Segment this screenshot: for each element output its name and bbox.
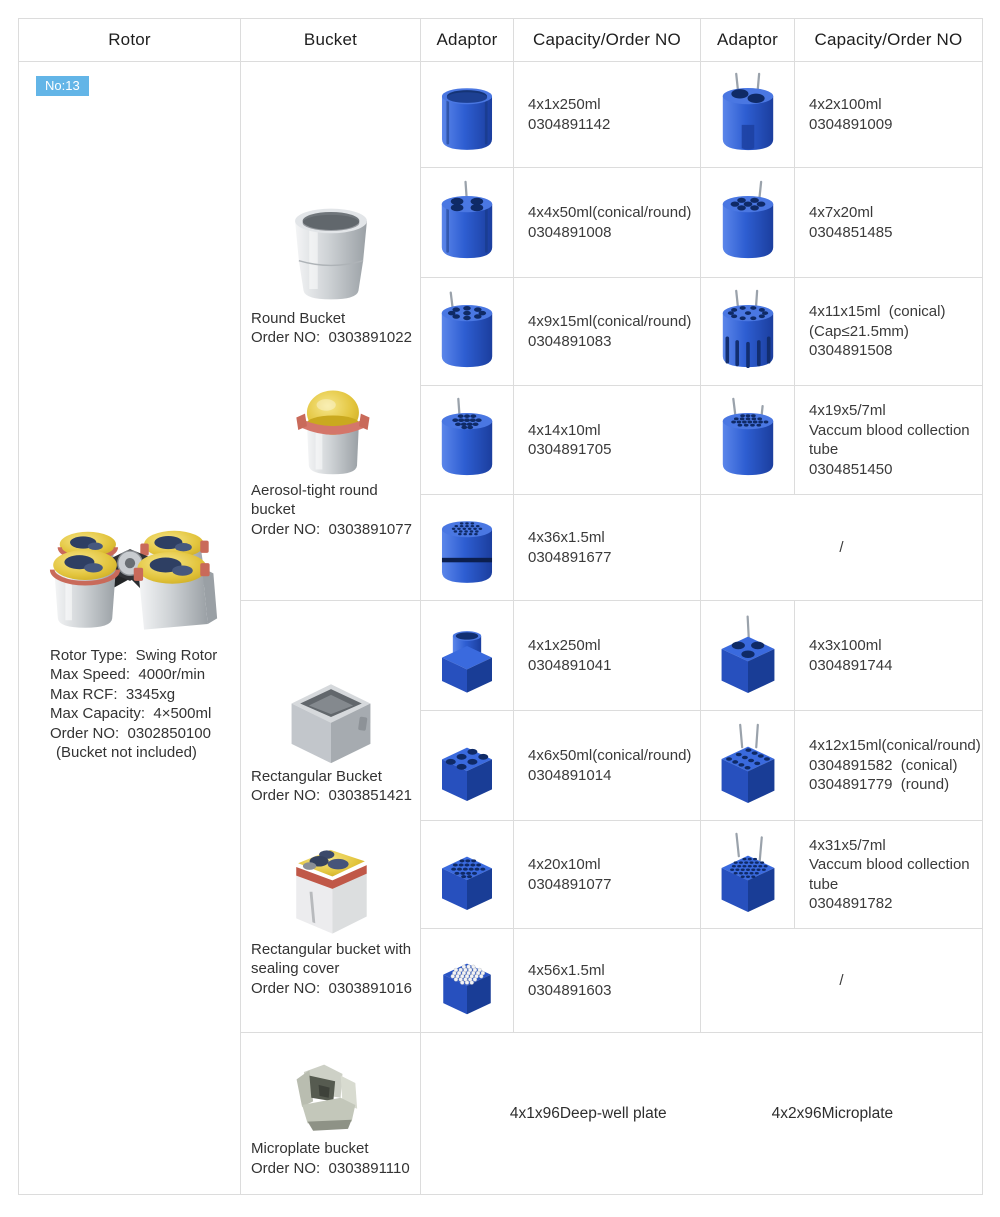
adaptor-4x20x10ml-square-icon	[430, 835, 504, 915]
round-bucket-name: Round Bucket	[251, 309, 346, 327]
adaptor-cell	[421, 821, 514, 929]
adaptor-cell	[421, 62, 514, 168]
capacity-cell	[795, 386, 983, 495]
capacity-text: 4x1x250ml	[528, 637, 601, 654]
order-no-text: 0304891677	[528, 548, 612, 566]
adaptor-4x9x15ml-round-icon	[431, 287, 503, 377]
order-no-conical: 0304891582 (conical)	[809, 756, 958, 774]
capacity-cell	[795, 168, 983, 278]
capacity-text: 4x19x5/7ml	[809, 402, 886, 419]
adaptor-4x31x5-7ml-square-icon	[711, 830, 785, 920]
capacity-cell	[514, 821, 701, 929]
rotor-type: Rotor Type: Swing Rotor	[50, 646, 218, 664]
rectangular-bucket-name: Rectangular Bucket	[251, 767, 382, 785]
adaptor-4x14x10ml-round-icon	[431, 394, 503, 486]
capacity-text: 4x9x15ml(conical/round)	[528, 313, 692, 330]
order-no-text: 0304891744	[809, 656, 893, 674]
round-bucket-photo	[279, 201, 383, 309]
order-no-text: 0304891009	[809, 115, 893, 133]
adaptor-4x4x50ml-round-icon	[431, 177, 503, 269]
sealed-bucket-block	[241, 834, 420, 999]
order-no-text: 0304891014	[528, 766, 612, 784]
aerosol-bucket-block	[241, 377, 420, 540]
adaptor-4x2x100ml-round-icon	[712, 69, 784, 161]
header-row	[19, 19, 983, 62]
adaptor-cell	[701, 821, 795, 929]
microplate-capacity-cell	[421, 1033, 983, 1195]
capacity-cell	[514, 386, 701, 495]
aerosol-bucket-name: Aerosol-tight round bucket	[251, 481, 382, 519]
rotor-cell	[19, 62, 241, 1195]
no-adaptor-cell: /	[701, 929, 983, 1033]
adaptor-4x36x1.5ml-round-icon	[431, 506, 503, 590]
col-header-capacity-2: Capacity/Order NO	[795, 19, 983, 62]
rotor-max-rcf: Max RCF: 3345xg	[50, 685, 176, 703]
capacity-cell	[795, 711, 983, 821]
col-header-bucket: Bucket	[241, 19, 421, 62]
order-no-text: 0304891077	[528, 875, 612, 893]
adaptor-cell	[701, 278, 795, 386]
adaptor-4x12x15ml-square-icon	[711, 721, 785, 811]
capacity-cell	[514, 62, 701, 168]
swing-rotor-photo	[41, 494, 219, 636]
adaptor-cell	[701, 386, 795, 495]
microplate-capacity: 4x2x96Microplate	[771, 1104, 894, 1122]
capacity-cell	[514, 168, 701, 278]
microplate-bucket-photo	[287, 1061, 375, 1139]
order-no-text: 0304891083	[528, 332, 612, 350]
col-header-rotor: Rotor	[19, 19, 241, 62]
adaptor-cell	[701, 62, 795, 168]
rotor-order-no: Order NO: 0302850100	[50, 724, 211, 742]
adaptor-cell	[421, 711, 514, 821]
capacity-text: 4x36x1.5ml	[528, 529, 605, 546]
rotor-max-speed: Max Speed: 4000r/min	[50, 666, 206, 683]
capacity-text: 4x20x10ml	[528, 856, 601, 873]
capacity-text: 4x11x15ml (conical)	[809, 303, 946, 321]
col-header-adaptor-2: Adaptor	[701, 19, 795, 62]
capacity-cell	[795, 62, 983, 168]
capacity-cell	[795, 278, 983, 386]
order-no-text: 0304851450	[809, 460, 893, 478]
microplate-bucket-block	[241, 1061, 420, 1178]
capacity-note: Vaccum blood collection tube	[809, 856, 974, 893]
rotor-number-badge: No:13	[36, 76, 89, 96]
adaptor-4x7x20ml-round-icon	[712, 177, 784, 269]
capacity-text: 4x4x50ml(conical/round)	[528, 204, 692, 221]
rotor-max-capacity: Max Capacity: 4×500ml	[50, 705, 212, 722]
order-no-text: 0304891508	[809, 342, 893, 360]
order-no-text: 0304891041	[528, 656, 612, 674]
sealed-rectangular-bucket-photo	[281, 834, 381, 940]
round-buckets-cell	[241, 62, 421, 601]
sealed-bucket-name: Rectangular bucket with sealing cover	[251, 940, 416, 978]
order-no-text: 0304891603	[528, 981, 612, 999]
capacity-note: Vaccum blood collection tube	[809, 421, 974, 458]
capacity-text: 4x31x5/7ml	[809, 836, 886, 854]
adaptor-4x1x250ml-round-icon	[431, 73, 503, 157]
order-no-text: 0304891142	[528, 115, 611, 133]
capacity-text: 4x56x1.5ml	[528, 962, 605, 979]
rectangular-bucket-photo	[278, 667, 384, 767]
round-bucket-order: Order NO: 0303891022	[251, 329, 412, 347]
round-bucket-block	[241, 201, 420, 348]
capacity-note: (Cap≤21.5mm)	[809, 322, 909, 340]
sealed-bucket-order: Order NO: 0303891016	[251, 979, 412, 997]
microplate-bucket-cell	[241, 1033, 421, 1195]
col-header-adaptor-1: Adaptor	[421, 19, 514, 62]
order-no-text: 0304891782	[809, 895, 893, 912]
adaptor-4x11x15ml-round-icon	[712, 286, 784, 378]
adaptor-4x1x250ml-square-icon	[430, 616, 504, 696]
col-header-capacity-1: Capacity/Order NO	[514, 19, 701, 62]
capacity-text: 4x12x15ml(conical/round)	[809, 737, 981, 755]
capacity-cell	[514, 278, 701, 386]
aerosol-tight-bucket-photo	[282, 377, 380, 481]
adaptor-cell	[421, 386, 514, 495]
order-no-round: 0304891779 (round)	[809, 776, 950, 794]
rotor-spec-table	[18, 18, 983, 1195]
adaptor-cell	[701, 168, 795, 278]
row-1	[19, 62, 983, 168]
capacity-cell	[795, 821, 983, 929]
order-no-text: 0304851485	[809, 223, 893, 241]
adaptor-cell	[421, 168, 514, 278]
microplate-bucket-name: Microplate bucket	[251, 1140, 369, 1157]
rotor-specs	[19, 646, 217, 763]
adaptor-cell	[421, 495, 514, 601]
capacity-cell	[514, 929, 701, 1033]
order-no-text: 0304891705	[528, 441, 612, 458]
capacity-text: 4x14x10ml	[528, 421, 601, 439]
capacity-cell	[514, 711, 701, 821]
capacity-text: 4x6x50ml(conical/round)	[528, 747, 692, 764]
rectangular-bucket-block	[241, 667, 420, 806]
adaptor-cell	[421, 278, 514, 386]
adaptor-cell	[421, 929, 514, 1033]
capacity-cell	[514, 495, 701, 601]
no-adaptor-cell: /	[701, 495, 983, 601]
capacity-text: 4x2x100ml	[809, 96, 882, 113]
adaptor-cell	[421, 601, 514, 711]
adaptor-4x19x5-7ml-round-icon	[712, 394, 784, 486]
microplate-bucket-order: Order NO: 0303891110	[251, 1159, 410, 1177]
capacity-text: 4x1x250ml	[528, 96, 601, 113]
adaptor-4x3x100ml-square-icon	[711, 612, 785, 700]
capacity-text: 4x7x20ml	[809, 204, 874, 221]
rectangular-buckets-cell	[241, 601, 421, 1033]
order-no-text: 0304891008	[528, 223, 612, 241]
adaptor-4x6x50ml-square-icon	[430, 726, 504, 806]
rectangular-bucket-order: Order NO: 0303851421	[251, 787, 412, 805]
aerosol-bucket-order: Order NO: 0303891077	[251, 520, 412, 538]
deep-well-plate-capacity: 4x1x96Deep-well plate	[509, 1104, 667, 1122]
rotor-note: (Bucket not included)	[56, 744, 197, 761]
adaptor-cell	[701, 601, 795, 711]
adaptor-cell	[701, 711, 795, 821]
capacity-cell	[514, 601, 701, 711]
capacity-cell	[795, 601, 983, 711]
capacity-text: 4x3x100ml	[809, 637, 882, 654]
adaptor-4x56x1.5ml-square-icon	[432, 943, 502, 1019]
